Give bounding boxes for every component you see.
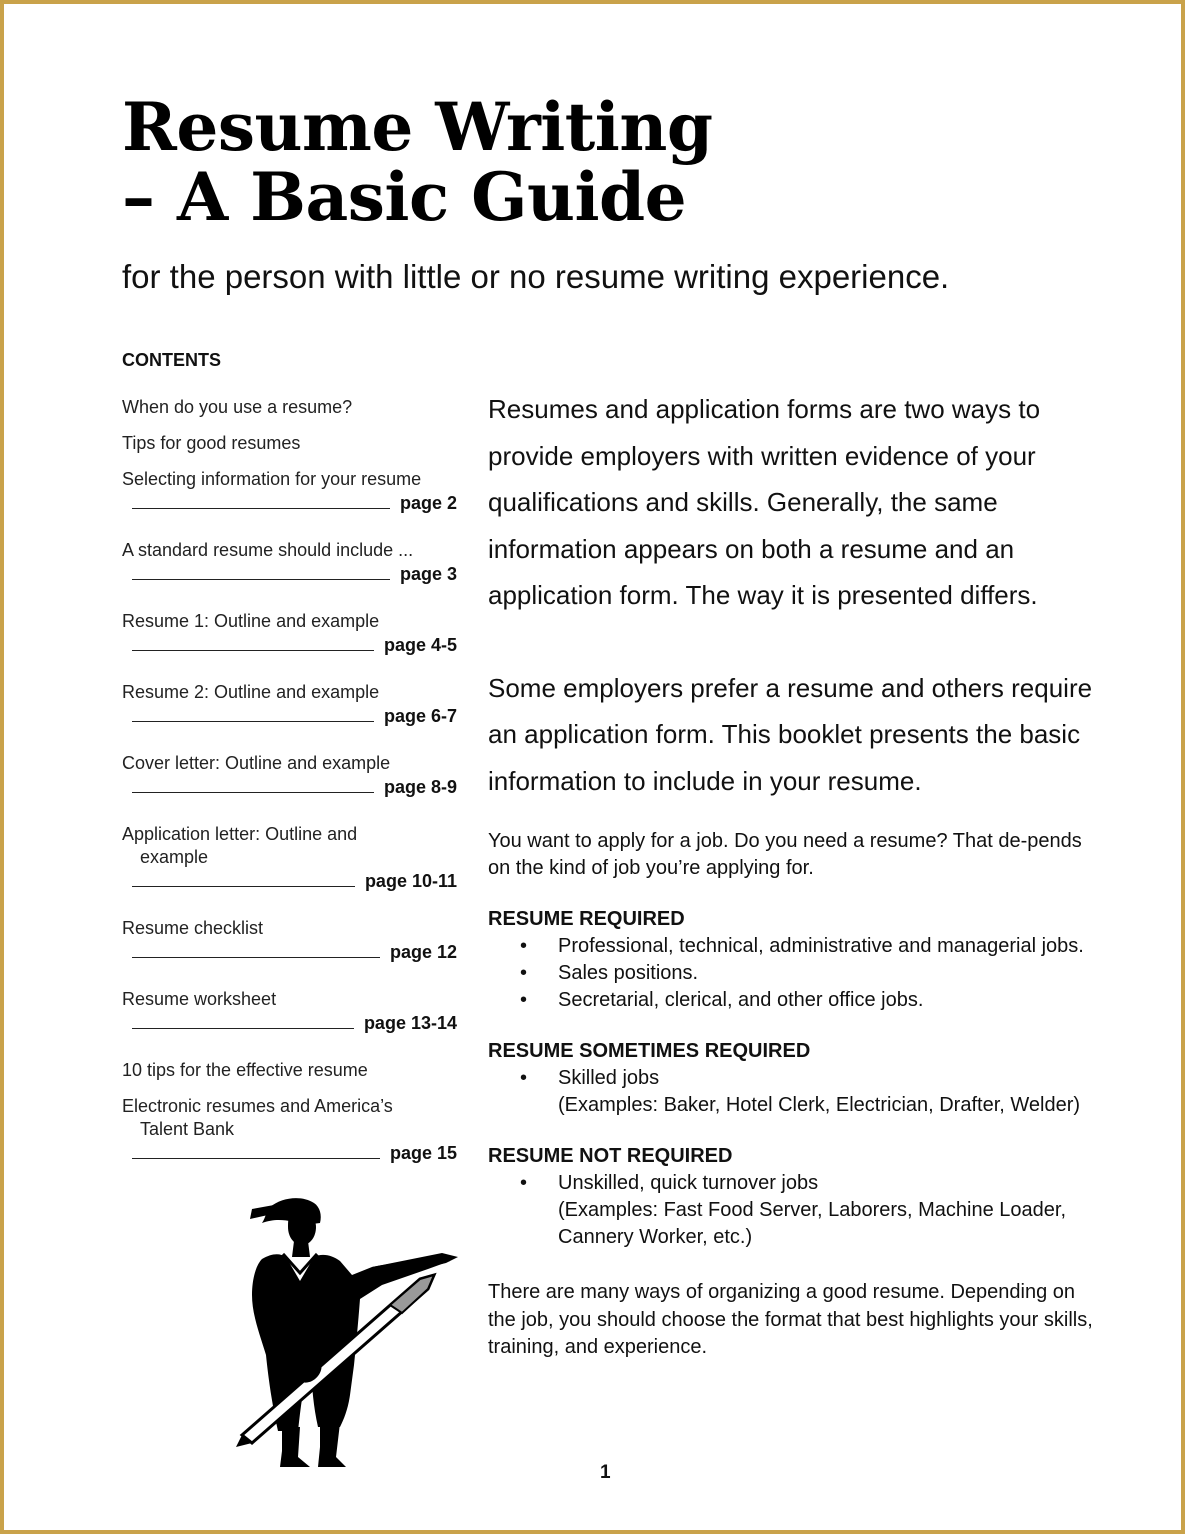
toc-entry-label: A standard resume should include ... [122, 540, 414, 560]
toc-entry-label: Tips for good resumes [122, 433, 301, 453]
toc-page-ref: page 12 [389, 942, 457, 962]
list-item [488, 1065, 1098, 1119]
toc-entry-label: Selecting information for your resume [122, 469, 422, 489]
toc-entry-label-line1: Application letter: Outline and [122, 824, 358, 844]
list-item [488, 1170, 1098, 1251]
section-heading: RESUME SOMETIMES REQUIRED [488, 1040, 811, 1062]
bullet-icon: • [520, 935, 528, 957]
title-line-1: Resume Writing [122, 88, 713, 166]
toc-entry-label: Cover letter: Outline and example [122, 753, 391, 773]
toc-entry-label: Resume worksheet [122, 989, 277, 1009]
section-heading: RESUME REQUIRED [488, 908, 685, 930]
toc-entry-resume-2[interactable] [122, 681, 457, 728]
leader-line [132, 873, 355, 887]
list-item-text: Unskilled, quick turnover jobs [558, 1172, 819, 1194]
toc-entry-cover-letter[interactable] [122, 752, 457, 799]
leader-line [132, 1015, 354, 1029]
bullet-icon: • [520, 1067, 528, 1089]
toc-entry-label-line2: Talent Bank [140, 1119, 235, 1139]
list-item-text: Skilled jobs [558, 1067, 660, 1089]
leader-line [132, 708, 374, 722]
toc-page-ref: page 3 [399, 564, 457, 584]
bullet-icon: • [520, 962, 528, 984]
list-item-examples: (Examples: Baker, Hotel Clerk, Electrician, Drafter, Welder) [558, 1094, 1081, 1116]
list-item [488, 960, 1098, 987]
section-resume-required [488, 906, 1098, 1014]
toc-entry-label: Resume 2: Outline and example [122, 682, 380, 702]
toc-entry-label [122, 1095, 457, 1141]
toc-entry-label: 10 tips for the effective resume [122, 1060, 368, 1080]
list-item [488, 933, 1098, 960]
toc-page-ref: page 13-14 [363, 1013, 457, 1033]
list-item [488, 987, 1098, 1014]
subtitle: for the person with little or no resume writing experience. [122, 258, 950, 295]
leader-line [132, 566, 390, 580]
intro-paragraph-2: Some employers prefer a resume and others require an application form. This booklet presents the basic information to include in your resume. [488, 672, 1093, 796]
list-item-examples: (Examples: Fast Food Server, Laborers, Machine Loader, Cannery Worker, etc.) [558, 1199, 1067, 1248]
toc-entry-electronic[interactable] [122, 1095, 457, 1165]
toc-entry-label: When do you use a resume? [122, 397, 353, 417]
bullet-icon: • [520, 989, 528, 1011]
intro-paragraph-1: Resumes and application forms are two ways to provide employers with written evidence of your qualifications and skills. Generally, the same information appears on both a resume and an application form. The way it is presented differs. [488, 394, 1041, 610]
main-content [488, 386, 1098, 1362]
toc-entry-tips[interactable] [122, 432, 457, 455]
toc-entry-checklist[interactable] [122, 917, 457, 964]
toc-entry-label-line2: example [140, 847, 209, 867]
section-heading: RESUME NOT REQUIRED [488, 1145, 733, 1167]
toc-entry-label [122, 823, 457, 869]
toc-entry-application-letter[interactable] [122, 823, 457, 893]
leader-line [132, 1145, 380, 1159]
toc-page-ref: page 10-11 [364, 871, 457, 891]
toc-entry-label: Resume checklist [122, 918, 264, 938]
toc-page-ref: page 4-5 [383, 635, 457, 655]
toc-page-ref: page 8-9 [383, 777, 457, 797]
toc-page-ref: page 2 [399, 493, 457, 513]
leader-line [132, 637, 374, 651]
bullet-list [488, 1065, 1098, 1119]
contents-heading: CONTENTS [122, 350, 221, 370]
closing-paragraph: There are many ways of organizing a good resume. Depending on the job, you should choose the format that best highlights your skills, training, and experience. [488, 1281, 1093, 1358]
toc-page-ref: page 15 [389, 1143, 457, 1163]
leader-line [132, 495, 390, 509]
bullet-list [488, 933, 1098, 1014]
section-resume-not-required [488, 1143, 1098, 1251]
page-number: 1 [600, 1462, 611, 1483]
need-resume-paragraph: You want to apply for a job. Do you need a resume? That de-pends on the kind of job you’re applying for. [488, 830, 1082, 879]
list-item-text: Secretarial, clerical, and other office jobs. [558, 989, 924, 1011]
list-item-text: Professional, technical, administrative and managerial jobs. [558, 935, 1084, 957]
toc-entry-10-tips[interactable] [122, 1059, 457, 1082]
toc-entry-label-line1: Electronic resumes and America’s [122, 1096, 393, 1116]
toc-entry-selecting[interactable] [122, 468, 457, 515]
toc-entry-resume-1[interactable] [122, 610, 457, 657]
bullet-icon: • [520, 1172, 528, 1194]
toc-entry-when[interactable] [122, 396, 457, 419]
table-of-contents [122, 396, 457, 1165]
bullet-list [488, 1170, 1098, 1251]
list-item-text: Sales positions. [558, 962, 699, 984]
section-resume-sometimes-required [488, 1038, 1098, 1119]
leader-line [132, 944, 380, 958]
toc-page-ref: page 6-7 [383, 706, 457, 726]
title-line-2: – A Basic Guide [122, 158, 687, 236]
toc-entry-standard[interactable] [122, 539, 457, 586]
toc-entry-label: Resume 1: Outline and example [122, 611, 380, 631]
document-title [122, 88, 822, 236]
leader-line [132, 779, 374, 793]
toc-entry-worksheet[interactable] [122, 988, 457, 1035]
woman-with-pen-illustration [222, 1195, 462, 1470]
